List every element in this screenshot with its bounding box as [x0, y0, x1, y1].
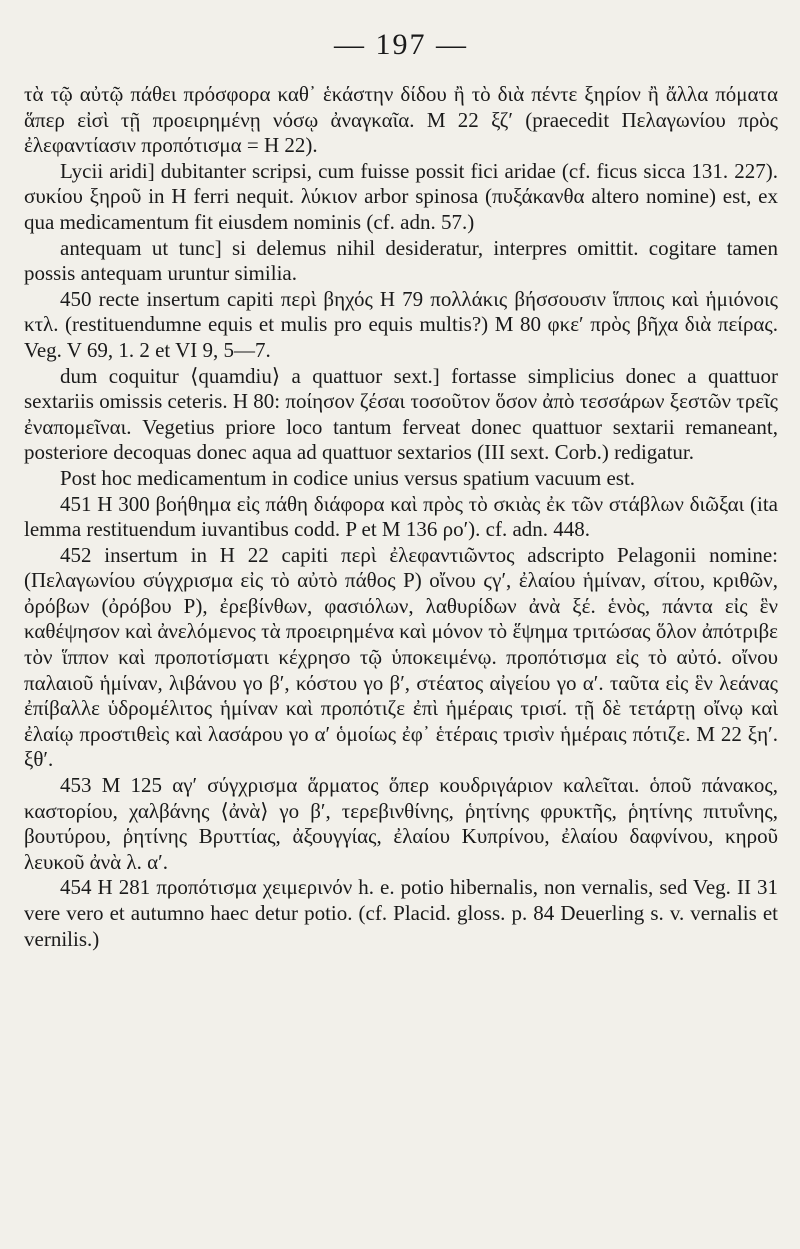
page-body [24, 82, 778, 952]
paragraph: 454 H 281 προπότισμα χειμερινόν h. e. potio hibernalis, non vernalis, sed Veg. II 31 vere vero et autumno haec detur potio. (cf. Placid. gloss. p. 84 Deuerling s. v. vernalis et vernilis.) [24, 875, 778, 951]
paragraph: τὰ τῷ αὐτῷ πάθει πρόσφορα καθ᾽ ἑκάστην δίδου ἢ τὸ διὰ πέντε ξηρίον ἢ ἄλλα πόματα ἅπερ εἰσὶ τῇ προειρημένῃ νόσῳ ἀναγκαῖα. M 22 ξζʹ (praecedit Πελαγωνίου πρὸς ἐλεφαντίασιν προπότισμα = H 22). [24, 82, 778, 158]
paragraph: 453 M 125 αγʹ σύγχρισμα ἅρματος ὅπερ κουδριγάριον καλεῖται. ὁποῦ πάνακος, καστορίου, χαλβάνης ⟨ἀνὰ⟩ γο βʹ, τερεβινθίνης, ῥητίνης φρυκτῆς, ῥητίνης πιτυΐνης, βουτύρου, ῥητίνης Βρυττίας, ἀξουγγίας, ἐλαίου Κυπρίνου, ἐλαίου δαφνίνου, κηροῦ λευκοῦ ἀνὰ λ. αʹ. [24, 773, 778, 874]
paragraph: Post hoc medicamentum in codice unius versus spatium vacuum est. [60, 465, 636, 490]
paragraph: Lycii aridi] dubitanter scripsi, cum fuisse possit fici aridae (cf. ficus sicca 131. 227). συκίου ξηροῦ in H ferri nequit. λύκιον arbor spinosa (πυξάκανθα altero nomine) est, ex qua medicamentum fit eiusdem nominis (cf. adn. 57.) [24, 158, 778, 234]
paragraph: 451 H 300 βοήθημα εἰς πάθη διάφορα καὶ πρὸς τὸ σκιὰς ἐκ τῶν στάβλων διῶξαι (ita lemma restituendum iuvantibus codd. P et M 136 ροʹ). cf. adn. 448. [24, 491, 778, 542]
paragraph: antequam ut tunc] si delemus nihil desideratur, interpres omittit. cogitare tamen possis antequam uruntur similia. [24, 235, 778, 286]
paragraph: dum coquitur ⟨quamdiu⟩ a quattuor sext.] fortasse simplicius donec a quattuor sextariis omissis ceteris. H 80: ποίησον ζέσαι τοσοῦτον ὅσον ἀπὸ τεσσάρων ξεστῶν τρεῖς ἐναπομεῖναι. Vegetius priore loco tantum ferveat donec quattuor sextarii remaneant, posteriore decoquas donec aqua ad quattuor sextarios (III sext. Corb.) redigatur. [24, 363, 778, 465]
paragraph: 452 insertum in H 22 capiti περὶ ἐλεφαντιῶντος adscripto Pelagonii nomine: (Πελαγωνίου σύγχρισμα εἰς τὸ αὐτὸ πάθος P) οἴνου ϛγʹ, ἐλαίου ἡμίναν, σίτου, κριθῶν, ὀρόβων (ὀρόβου P), ἐρεβίνθων, φασιόλων, λαθυρίδων ἀνὰ ξέ. ἑνὸς, πάντα εἰς ἓν καθέψησον καὶ ἀνελόμενος τὰ προειρημένα καὶ μόνον τὸ ἕψημα τριτώσας ὅλον ἀπότριβε τὸν ἵππον καὶ προποτίσματι κέχρησο τῷ ὑποκειμένῳ. προπότισμα εἰς τὸ αὐτό. οἴνου παλαιοῦ ἡμίναν, λιβάνου γο βʹ, κόστου γο βʹ, στέατος αἰγείου γο αʹ. ταῦτα εἰς ἓν λεάνας ἐπίβαλλε ὑδρομέλιτος ἡμίναν καὶ προπότιζε ἐπὶ ἡμέραις τρισί. τῇ δὲ τετάρτῃ οἴνῳ καὶ ἐλαίῳ προστιθεὶς καὶ λασάρου γο αʹ ὁμοίως ἐφ᾽ ἑτέραις τρισὶν ἡμέραις πότιζε. M 22 ξηʹ. ξθʹ. [24, 542, 778, 772]
paragraph: 450 recte insertum capiti περὶ βηχός H 79 πολλάκις βήσσουσιν ἵπποις καὶ ἡμιόνοις κτλ. (restituendumne equis et mulis pro equis multis?) M 80 φκεʹ πρὸς βῆχα διὰ πείρας. Veg. V 69, 1. 2 et VI 9, 5—7. [24, 286, 778, 362]
page-number: — 197 — [334, 28, 468, 61]
